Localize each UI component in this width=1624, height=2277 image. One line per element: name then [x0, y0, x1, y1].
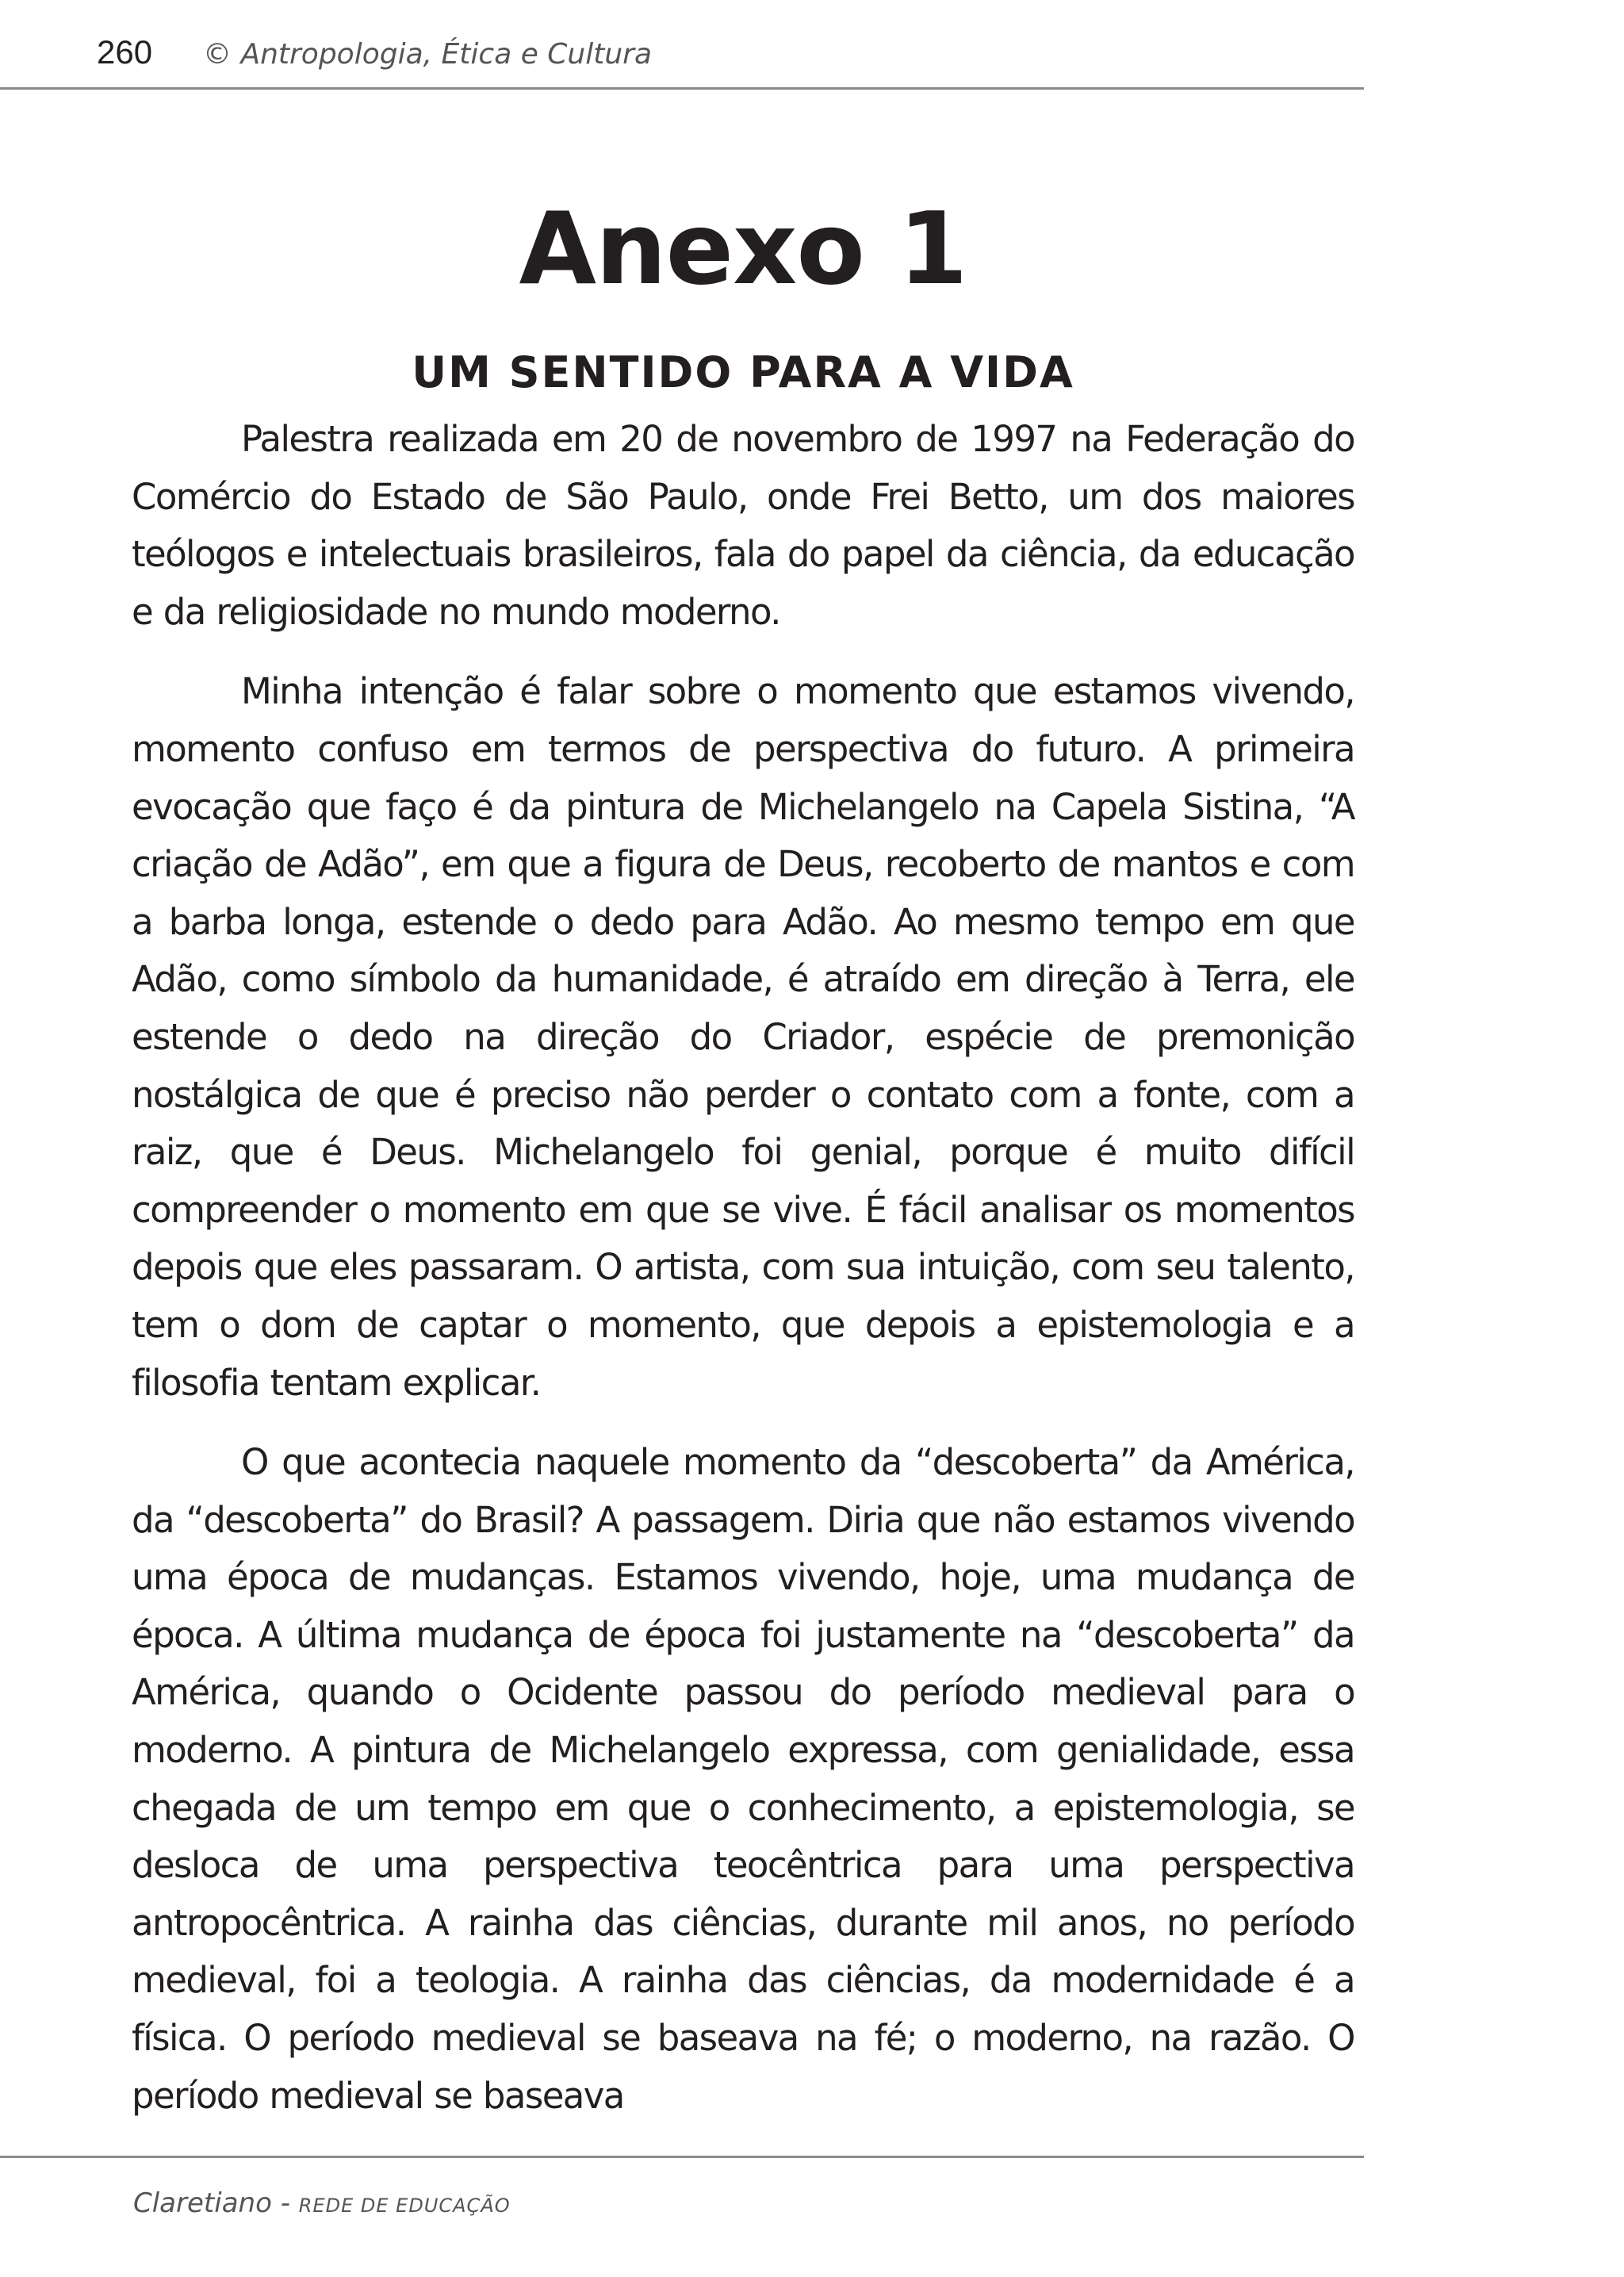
page-header — [0, 0, 1364, 90]
running-head: © Antropologia, Ética e Cultura — [203, 38, 653, 71]
footer-network: REDE DE EDUCAÇÃO — [298, 2195, 511, 2217]
paragraph-michelangelo: Minha intenção é falar sobre o momento que estamos vivendo, momento confuso em termos de perspectiva do futuro. A primeira evocação que faço é da pintura de Michelangelo na Capela Sistina, “A criação de Adão”, em que a figura de Deus, recoberto de mantos e com a barba longa, estende o dedo para Adão. Ao mesmo tempo em que Adão, como símbolo da humanidade, é atraído em direção à Terra, ele estende o dedo na direção do Criador, espécie de premonição nostálgica de que é preciso não perder o contato com a fonte, com a raiz, que é Deus. Michelangelo foi genial, porque é muito difícil compreender o momento em que se vive. É fácil analisar os momentos depois que eles passaram. O artista, com sua intuição, com seu talento, tem o dom de captar o momento, que depois a epistemologia e a filosofia tentam explicar. — [132, 670, 1354, 1404]
footer-separator: - — [271, 2187, 299, 2219]
body-text — [132, 411, 1354, 2147]
section-title: UM SENTIDO PARA A VIDA — [412, 347, 1074, 397]
chapter-title: Anexo 1 — [519, 190, 967, 308]
paragraph-intro: Palestra realizada em 20 de novembro de 1997 na Federação do Comércio do Estado de São Paulo, onde Frei Betto, um dos maiores teólogos e intelectuais brasileiros, fala do papel da ciência, da educação e da religiosidade no mundo moderno. — [132, 418, 1354, 633]
footer-publisher: Claretiano — [133, 2187, 272, 2219]
footer-credit — [133, 2185, 511, 2224]
page-footer — [0, 2156, 1364, 2277]
page-number: 260 — [97, 33, 153, 71]
paragraph-mudanca-de-epoca: O que acontecia naquele momento da “descoberta” da América, da “descoberta” do Brasil? A passagem. Diria que não estamos vivendo uma época de mudanças. Estamos vivendo, hoje, uma mudança de época. A última mudança de época foi justamente na “descoberta” da América, quando o Ocidente passou do período medieval para o moderno. A pintura de Michelangelo expressa, com genialidade, essa chegada de um tempo em que o conhecimento, a epistemologia, se desloca de uma perspectiva teocêntrica para uma perspectiva antropocêntrica. A rainha das ciências, durante mil anos, no período medieval, foi a teologia. A rainha das ciências, da modernidade é a física. O período medieval se baseava na fé; o moderno, na razão. O período medieval se baseava — [132, 1441, 1354, 2117]
